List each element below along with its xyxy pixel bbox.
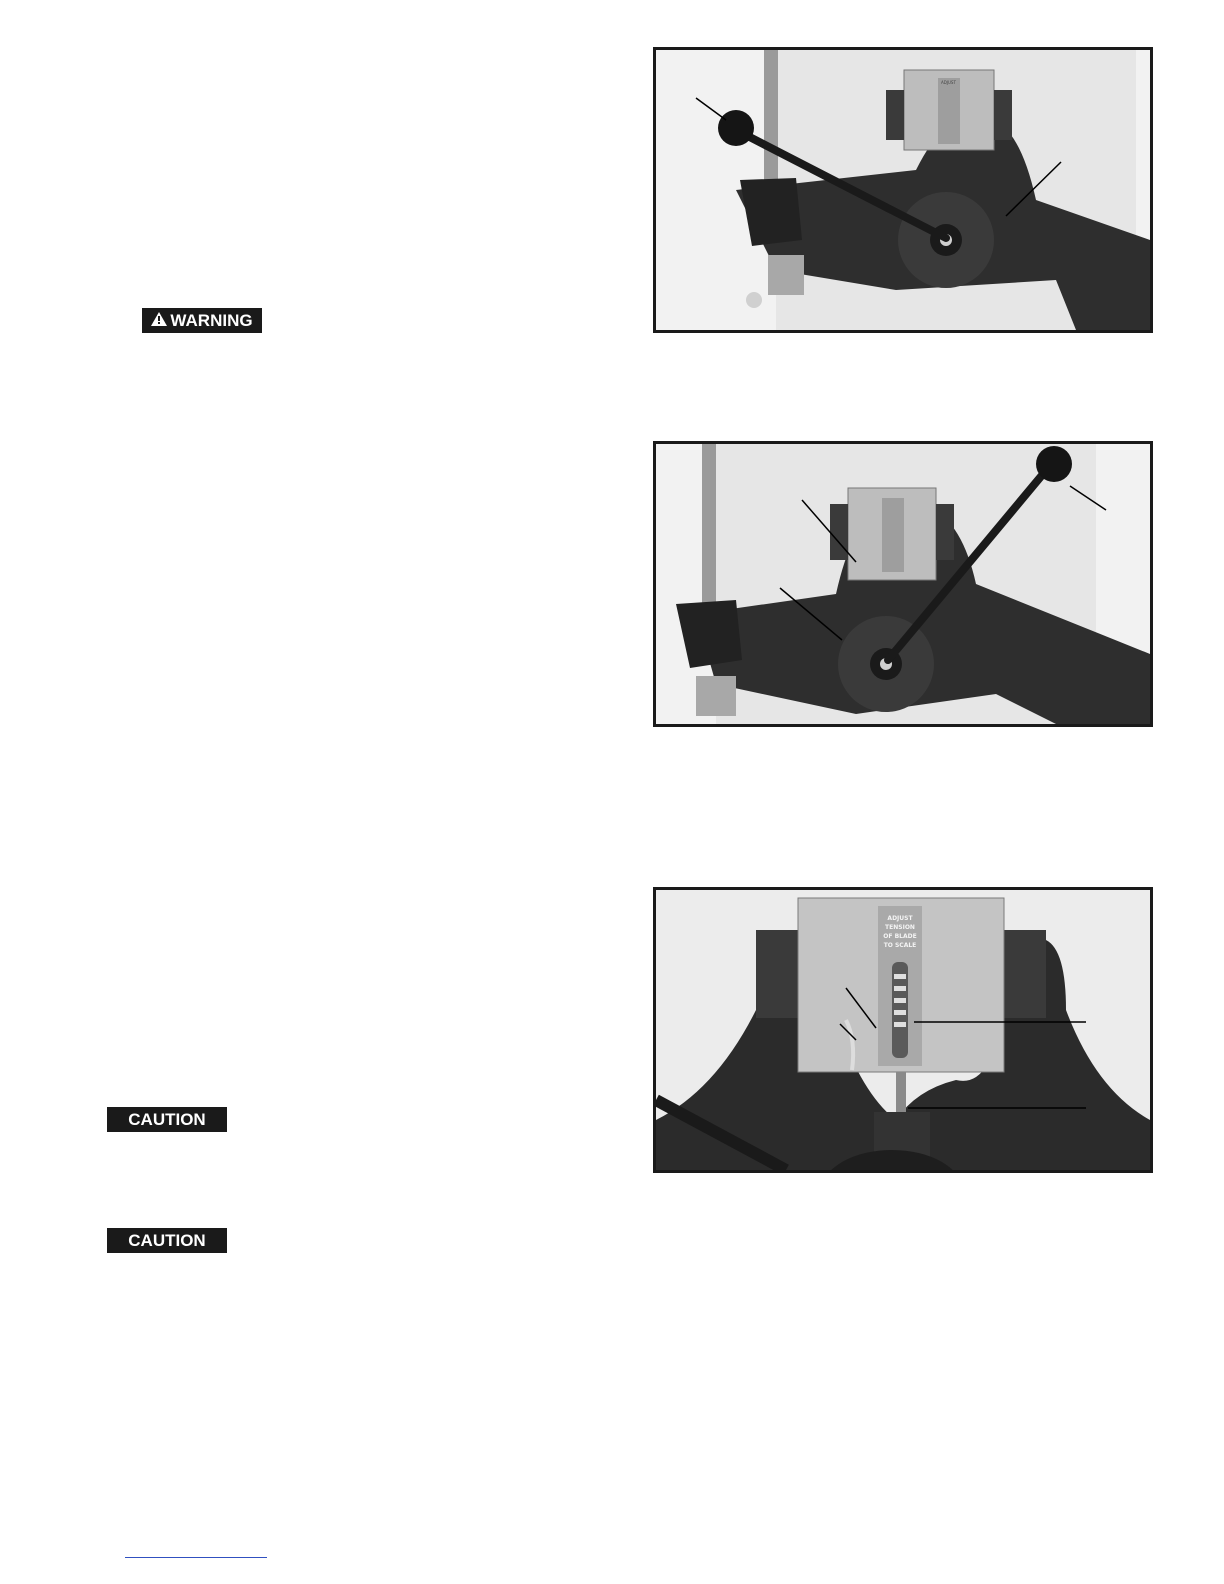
tension-scale-closeup-photo — [653, 887, 1153, 1173]
scale-text-line-1: ADJUST — [887, 915, 913, 922]
warning-triangle-icon — [151, 311, 167, 331]
caution-label-1-text: CAUTION — [128, 1109, 206, 1129]
warning-label — [142, 308, 262, 333]
scale-text-line-4: TO SCALE — [883, 942, 917, 949]
scale-text-line-3: OF BLADE — [883, 933, 917, 940]
tension-lever-photo-1 — [653, 47, 1153, 333]
warning-label-text: WARNING — [170, 310, 253, 330]
scale-text-line-2: TENSION — [885, 924, 915, 931]
caution-label-1 — [107, 1107, 227, 1132]
caution-label-2 — [107, 1228, 227, 1253]
scale-text-line-1: ADJUST — [941, 80, 956, 85]
footer-rule — [125, 1557, 267, 1558]
caution-label-2-text: CAUTION — [128, 1230, 206, 1250]
tension-lever-photo-2 — [653, 441, 1153, 727]
tension-scale-text-1 — [941, 80, 956, 85]
